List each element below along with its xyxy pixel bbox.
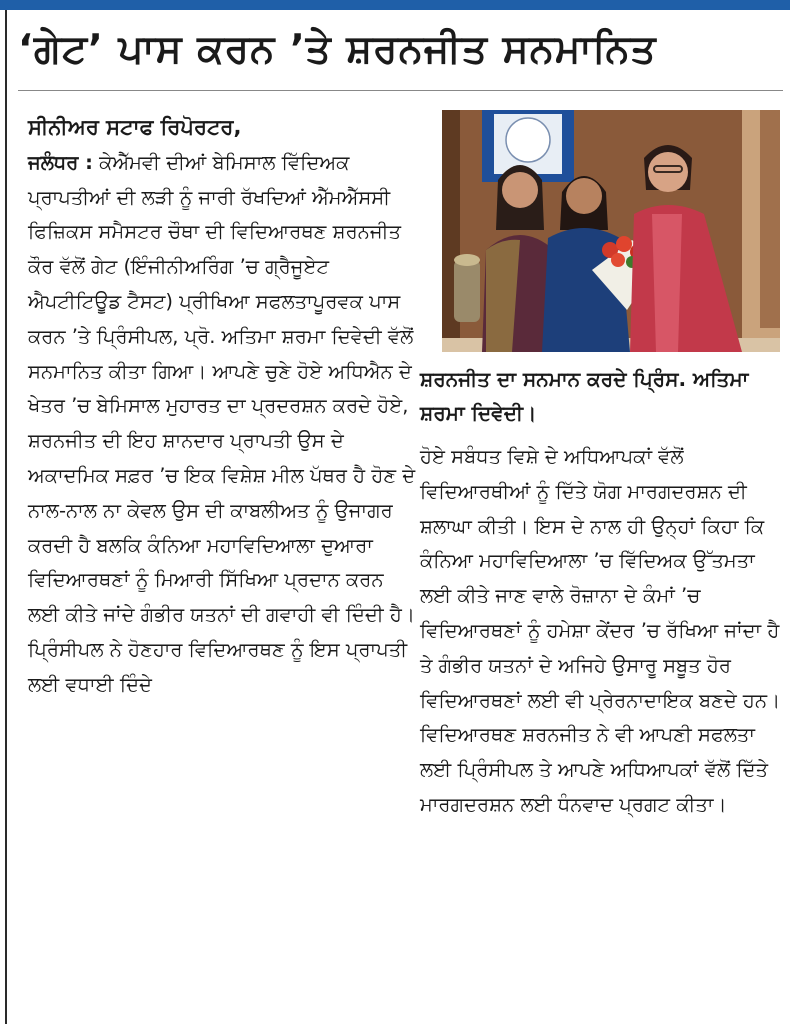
student-face	[566, 178, 602, 214]
plaque-emblem	[506, 118, 550, 162]
article-body-left	[28, 110, 418, 703]
photo-caption: ਸ਼ਰਨਜੀਤ ਦਾ ਸਨਮਾਨ ਕਰਦੇ ਪ੍ਰਿੰਸ. ਅਤਿਮਾ ਸ਼ਰਮਾ ਦਿਵੇਦੀ।	[420, 367, 749, 425]
bouquet-flower-2	[616, 236, 632, 252]
headline-divider	[18, 90, 783, 91]
bouquet-flower-4	[611, 253, 625, 267]
body-text-left: ਕੇਐੱਮਵੀ ਦੀਆਂ ਬੇਮਿਸਾਲ ਵਿੱਦਿਅਕ ਪ੍ਰਾਪਤੀਆਂ ਦੀ ਲੜੀ ਨੂੰ ਜਾਰੀ ਰੱਖਦਿਆਂ ਐੱਮਐੱਸਸੀ ਫਿਜ਼ਿਕਸ ਸਮੈਸਟਰ ਚੌਥਾ ਦੀ ਵਿਦਿਆਰਥਣ ਸ਼ਰਨਜੀਤ ਕੌਰ ਵੱਲੋਂ ਗੇਟ (ਇੰਜੀਨੀਅਰਿੰਗ ’ਚ ਗ੍ਰੈਜੂਏਟ ਐਪਟੀਟਿਊਡ ਟੈਸਟ) ਪ੍ਰੀਖਿਆ ਸਫਲਤਾਪੂਰਵਕ ਪਾਸ ਕਰਨ ’ਤੇ ਪ੍ਰਿੰਸੀਪਲ, ਪ੍ਰੋ. ਅਤਿਮਾ ਸ਼ਰਮਾ ਦਿਵੇਦੀ ਵੱਲੋਂ ਸਨਮਾਨਿਤ ਕੀਤਾ ਗਿਆ। ਆਪਣੇ ਚੁਣੇ ਹੋਏ ਅਧਿਐਨ ਦੇ ਖੇਤਰ ’ਚ ਬੇਮਿਸਾਲ ਮੁਹਾਰਤ ਦਾ ਪ੍ਰਦਰਸ਼ਨ ਕਰਦੇ ਹੋਏ, ਸ਼ਰਨਜੀਤ ਦੀ ਇਹ ਸ਼ਾਨਦਾਰ ਪ੍ਰਾਪਤੀ ਉਸ ਦੇ ਅਕਾਦਮਿਕ ਸਫ਼ਰ ’ਚ ਇਕ ਵਿਸ਼ੇਸ਼ ਮੀਲ ਪੱਥਰ ਹੈ ਹੋਣ ਦੇ ਨਾਲ-ਨਾਲ ਨਾ ਕੇਵਲ ਉਸ ਦੀ ਕਾਬਲੀਅਤ ਨੂੰ ਉਜਾਗਰ ਕਰਦੀ ਹੈ ਬਲਕਿ ਕੰਨਿਆ ਮਹਾਵਿਦਿਆਲਾ ਦੁਆਰਾ ਵਿਦਿਆਰਥਣਾਂ ਨੂੰ ਮਿਆਰੀ ਸਿੱਖਿਆ ਪ੍ਰਦਾਨ ਕਰਨ ਲਈ ਕੀਤੇ ਜਾਂਦੇ ਗੰਭੀਰ ਯਤਨਾਂ ਦੀ ਗਵਾਹੀ ਵੀ ਦਿੰਦੀ ਹੈ। ਪ੍ਰਿੰਸੀਪਲ ਨੇ ਹੋਣਹਾਰ ਵਿਦਿਆਰਥਣ ਨੂੰ ਇਸ ਪ੍ਰਾਪਤੀ ਲਈ ਵਧਾਈ ਦਿੰਦੇ	[28, 150, 416, 696]
byline: ਸੀਨੀਅਰ ਸਟਾਫ ਰਿਪੋਰਟਰ,	[28, 115, 242, 139]
headline: ‘ਗੇਟ’ ਪਾਸ ਕਰਨ ’ਤੇ ਸ਼ਰਨਜੀਤ ਸਨਮਾਨਿਤ	[18, 27, 657, 72]
principal-saree-pattern	[652, 214, 682, 352]
photo-door	[760, 110, 780, 328]
article-photo	[442, 110, 780, 352]
column-rule	[5, 10, 7, 1024]
section-header-strip	[0, 0, 790, 10]
trophy-top	[454, 254, 480, 266]
person-left-face	[502, 172, 538, 208]
dateline: ਜਲੰਧਰ :	[28, 150, 93, 174]
article-body-right: ਹੋਏ ਸਬੰਧਤ ਵਿਸ਼ੇ ਦੇ ਅਧਿਆਪਕਾਂ ਵੱਲੋਂ ਵਿਦਿਆਰਥੀਆਂ ਨੂੰ ਦਿੱਤੇ ਯੋਗ ਮਾਰਗਦਰਸ਼ਨ ਦੀ ਸ਼ਲਾਘਾ ਕੀਤੀ। ਇਸ ਦੇ ਨਾਲ ਹੀ ਉਨ੍ਹਾਂ ਕਿਹਾ ਕਿ ਕੰਨਿਆ ਮਹਾਵਿਦਿਆਲਾ ’ਚ ਵਿੱਦਿਅਕ ਉੱਤਮਤਾ ਲਈ ਕੀਤੇ ਜਾਣ ਵਾਲੇ ਰੋਜ਼ਾਨਾ ਦੇ ਕੰਮਾਂ ’ਚ ਵਿਦਿਆਰਥਣਾਂ ਨੂੰ ਹਮੇਸ਼ਾ ਕੇਂਦਰ ’ਚ ਰੱਖਿਆ ਜਾਂਦਾ ਹੈ ਤੇ ਗੰਭੀਰ ਯਤਨਾਂ ਦੇ ਅਜਿਹੇ ਉਸਾਰੂ ਸਬੂਤ ਹੋਰ ਵਿਦਿਆਰਥਣਾਂ ਲਈ ਵੀ ਪ੍ਰੇਰਨਾਦਾਇਕ ਬਣਦੇ ਹਨ। ਵਿਦਿਆਰਥਣ ਸ਼ਰਨਜੀਤ ਨੇ ਵੀ ਆਪਣੀ ਸਫਲਤਾ ਲਈ ਪ੍ਰਿੰਸੀਪਲ ਤੇ ਆਪਣੇ ਅਧਿਆਪਕਾਂ ਵੱਲੋਂ ਦਿੱਤੇ ਮਾਰਗਦਰਸ਼ਨ ਲਈ ਧੰਨਵਾਦ ਪ੍ਰਗਟ ਕੀਤਾ।	[420, 445, 781, 816]
trophy	[454, 260, 480, 322]
felicitation-photo-illustration	[442, 110, 780, 352]
byline-block	[28, 110, 418, 703]
